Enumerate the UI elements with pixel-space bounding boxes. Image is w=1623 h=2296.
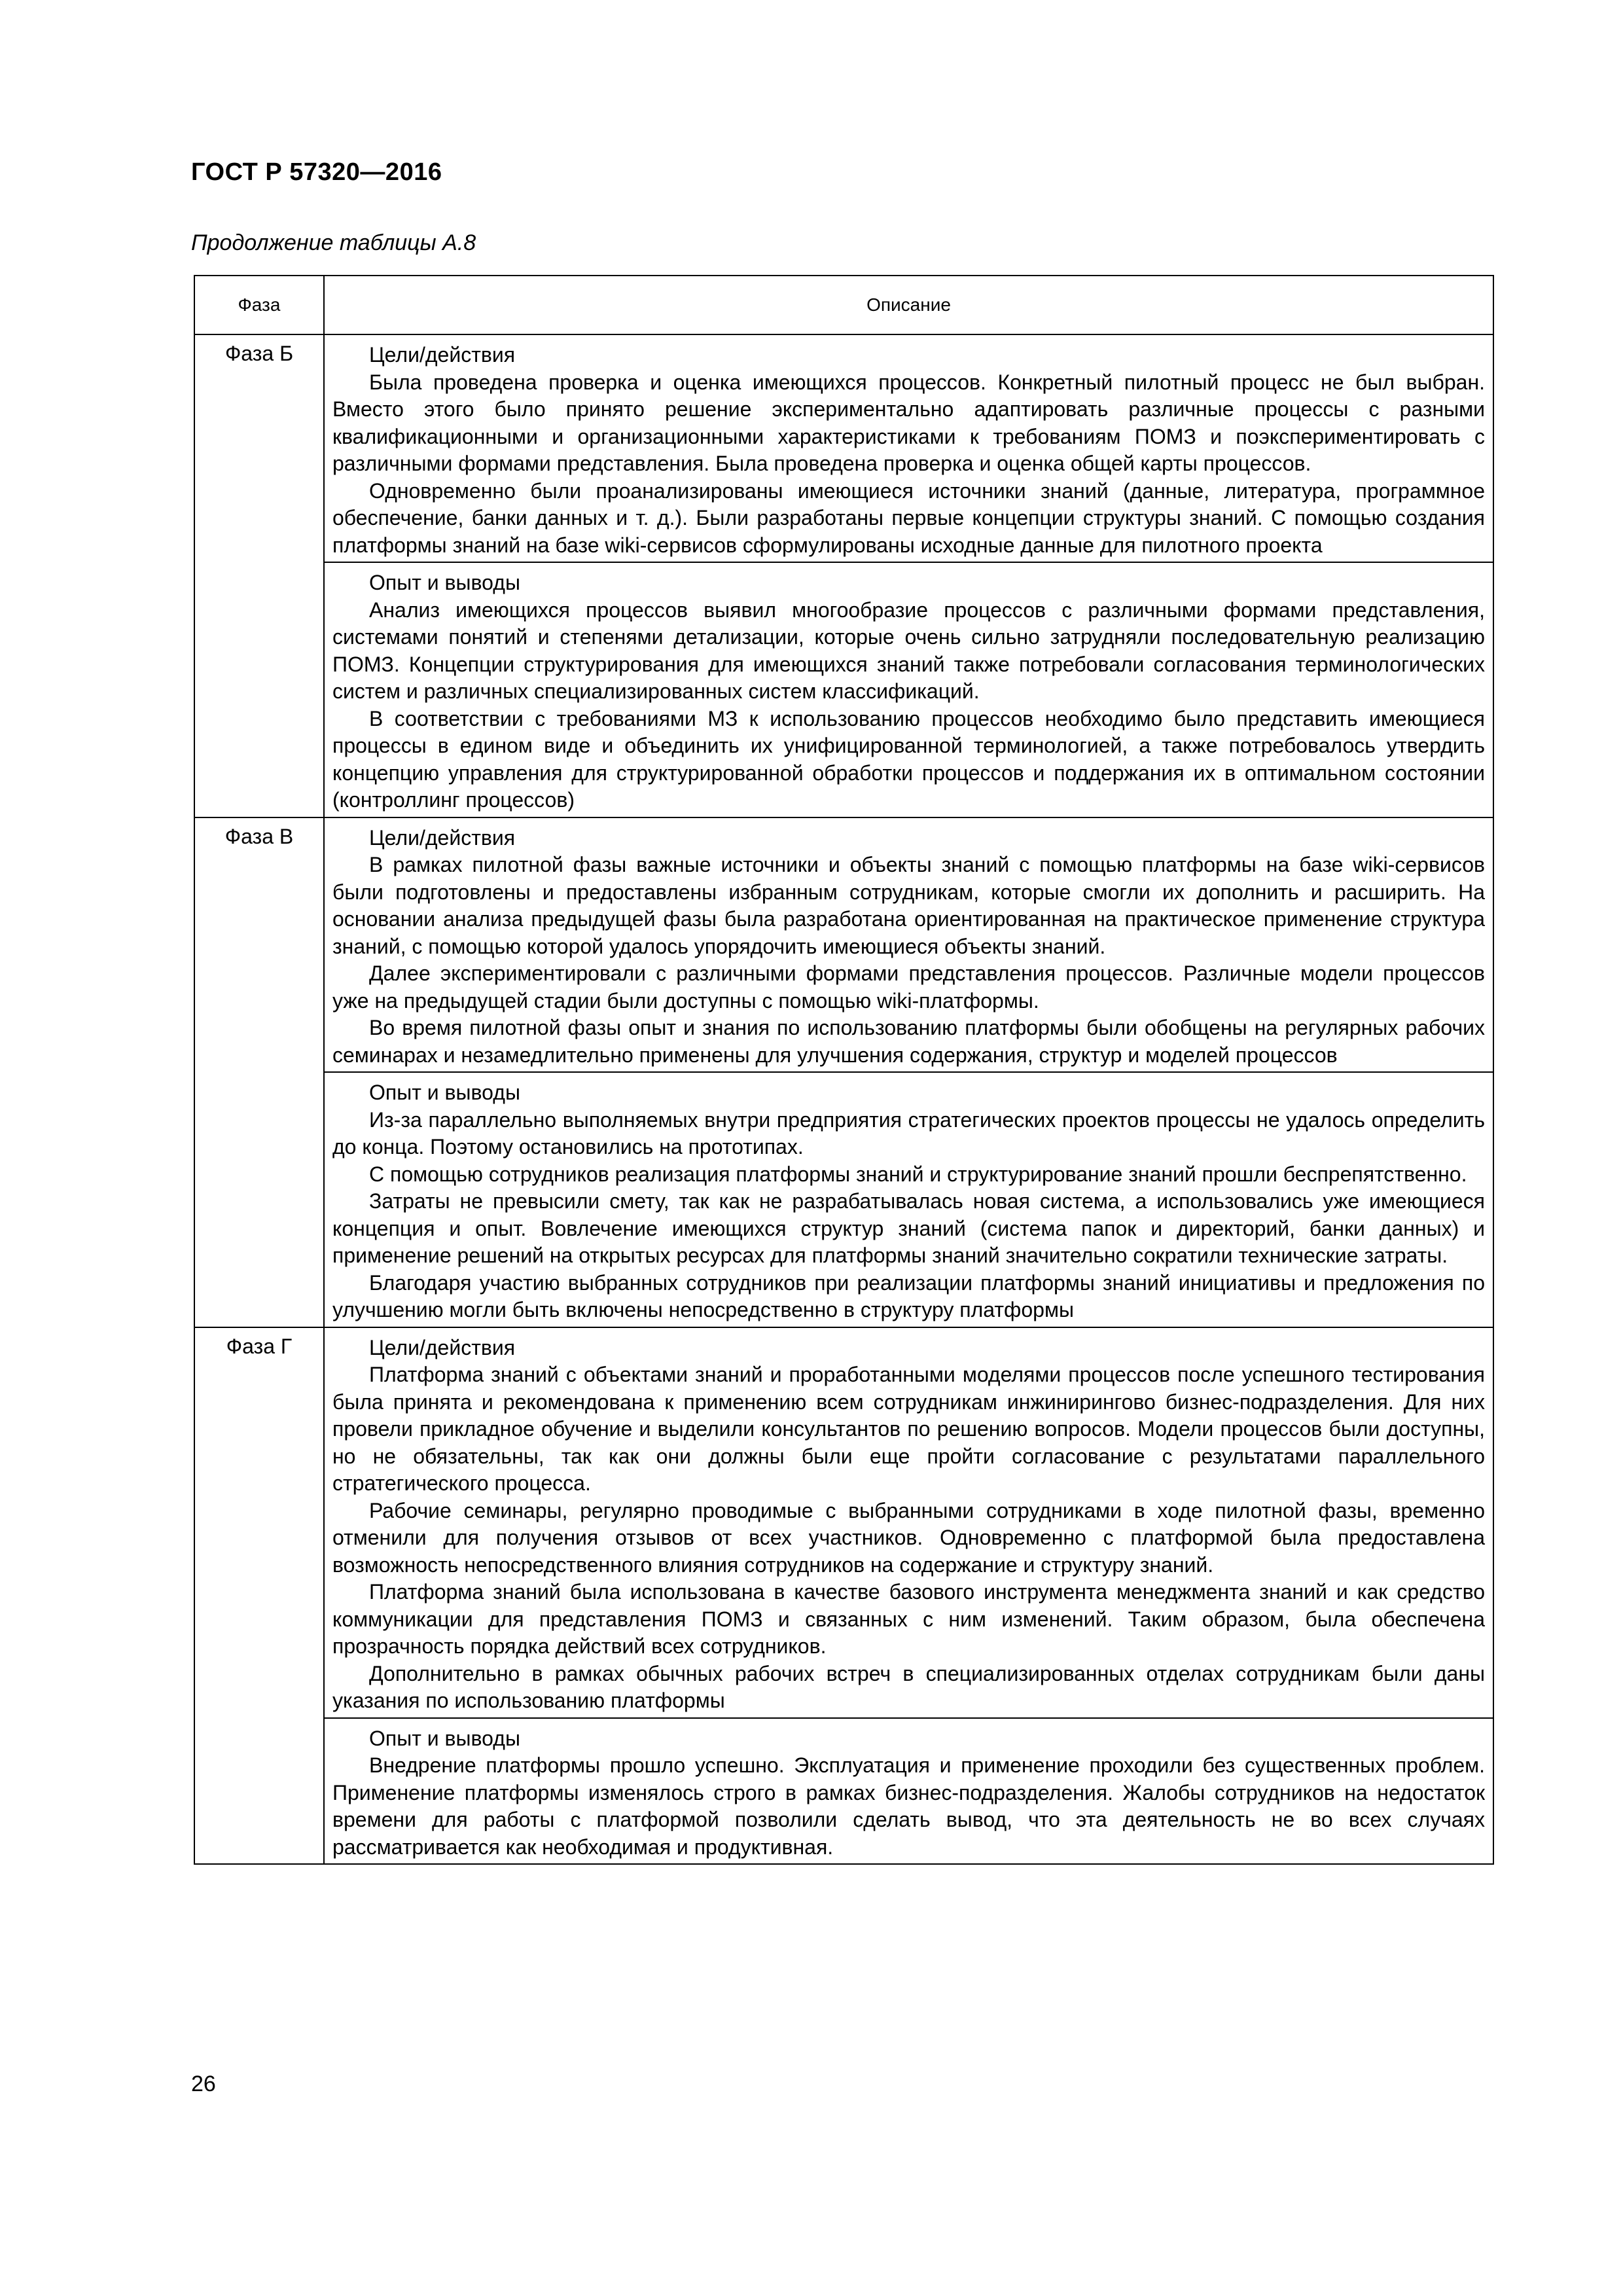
phase-cell: Фаза В — [194, 817, 324, 1327]
paragraph: С помощью сотрудников реализация платформы знаний и структурирование знаний прошли беспрепятственно. — [369, 1162, 1467, 1186]
description-cell — [324, 334, 1493, 562]
table-row — [194, 562, 1493, 817]
phase-cell: Фаза Г — [194, 1327, 324, 1865]
description-cell — [324, 1072, 1493, 1327]
section-subheading: Цели/действия — [369, 825, 516, 850]
column-header-description: Описание — [324, 276, 1493, 334]
table-row — [194, 1072, 1493, 1327]
paragraph: Анализ имеющихся процессов выявил многообразие процессов с различными формами представления, системами понятий и степенями детализации, которые очень сильно затрудняли последовательную реализацию ПОМЗ. Концепции структурирования для имеющихся знаний также потребовали согласования терминологических систем и различных специализированных систем классификаций. — [332, 598, 1485, 703]
description-cell — [324, 562, 1493, 817]
section-subheading: Цели/действия — [369, 1335, 516, 1359]
paragraph: Была проведена проверка и оценка имеющихся процессов. Конкретный пилотный процесс не был выбран. Вместо этого было принято решение экспериментально адаптировать различные процессы с разными квалификационными и организационными характеристиками к требованиям ПОМЗ и поэкспериментировать с различными формами представления. Была проведена проверка и оценка общей карты процессов. — [332, 370, 1485, 475]
section-subheading: Опыт и выводы — [369, 571, 520, 594]
table-caption: Продолжение таблицы А.8 — [191, 230, 476, 255]
document-header: ГОСТ Р 57320—2016 — [191, 158, 442, 186]
paragraph: В соответствии с требованиями МЗ к использованию процессов необходимо было представить имеющиеся процессы в едином виде и объединить их унифицированной терминологией, а также потребовалось утвердить концепцию управления для структурированной обработки процессов и поддержания их в оптимальном состоянии (контроллинг процессов) — [332, 706, 1485, 812]
phase-cell: Фаза Б — [194, 334, 324, 817]
table-header-row — [194, 276, 1493, 334]
paragraph: Платформа знаний с объектами знаний и проработанными моделями процессов после успешного тестирования была принята и рекомендована к применению всем сотрудникам инжинирингово бизнес-подразделения. Для них провели прикладное обучение и выделили консультантов по решению вопросов. Модели процессов были доступны, но не обязательны, так как они должны были еще пройти согласование с результатами параллельного стратегического процесса. — [332, 1363, 1485, 1495]
paragraph: Из-за параллельно выполняемых внутри предприятия стратегических проектов процессы не удалось определить до конца. Поэтому остановились на прототипах. — [332, 1107, 1485, 1158]
description-cell — [324, 817, 1493, 1073]
section-subheading: Опыт и выводы — [369, 1081, 520, 1104]
section-subheading: Цели/действия — [369, 343, 516, 367]
phase-table — [194, 275, 1494, 1865]
table-row — [194, 334, 1493, 562]
table-row — [194, 1327, 1493, 1718]
paragraph: Далее экспериментировали с различными формами представления процессов. Различные модели процессов уже на предыдущей стадии были доступны с помощью wiki-платформы. — [332, 961, 1485, 1013]
paragraph: Благодаря участию выбранных сотрудников при реализации платформы знаний инициативы и предложения по улучшению могли быть включены непосредственно в структуру платформы — [332, 1270, 1485, 1321]
paragraph: Во время пилотной фазы опыт и знания по использованию платформы были обобщены на регулярных рабочих семинарах и незамедлительно применены для улучшения содержания, структур и моделей процессов — [332, 1016, 1485, 1067]
page-number: 26 — [191, 2072, 216, 2096]
paragraph: Дополнительно в рамках обычных рабочих встреч в специализированных отделах сотрудникам были даны указания по использованию платформы — [332, 1661, 1485, 1712]
section-subheading: Опыт и выводы — [369, 1726, 520, 1750]
paragraph: Платформа знаний была использована в качестве базового инструмента менеджмента знаний и как средство коммуникации для представления ПОМЗ и связанных с ним изменений. Таким образом, была обеспечена прозрачность порядка действий всех сотрудников. — [332, 1580, 1485, 1658]
paragraph: Затраты не превысили смету, так как не разрабатывалась новая система, а использовались уже имеющиеся концепция и опыт. Вовлечение имеющихся структур знаний (система папок и директорий, банки данных) и применение решений на открытых ресурсах для платформы знаний значительно сократили технические затраты. — [332, 1189, 1485, 1267]
paragraph: Одновременно были проанализированы имеющиеся источники знаний (данные, литература, программное обеспечение, банки данных и т. д.). Были разработаны первые концепции структуры знаний. С помощью создания платформы знаний на базе wiki-сервисов сформулированы исходные данные для пилотного проекта — [332, 478, 1485, 557]
table-row — [194, 817, 1493, 1073]
paragraph: В рамках пилотной фазы важные источники и объекты знаний с помощью платформы на базе wiki-сервисов были подготовлены и предоставлены избранным сотрудникам, которые смогли их дополнить и расширить. На основании анализа предыдущей фазы была разработана ориентированная на практическое применение структура знаний, с помощью которой удалось упорядочить имеющиеся объекты знаний. — [332, 853, 1485, 958]
table-row — [194, 1718, 1493, 1865]
description-cell — [324, 1718, 1493, 1865]
paragraph: Внедрение платформы прошло успешно. Эксплуатация и применение проходили без существенных проблем. Применение платформы изменялось строго в рамках бизнес-подразделения. Жалобы сотрудников на недостаток времени для работы с платформой позволили сделать вывод, что эта деятельность не во всех случаях рассматривается как необходимая и продуктивная. — [332, 1753, 1485, 1859]
paragraph: Рабочие семинары, регулярно проводимые с выбранными сотрудниками в ходе пилотной фазы, временно отменили для получения отзывов от всех участников. Одновременно с платформой была предоставлена возможность непосредственного влияния сотрудников на содержание и структуру знаний. — [332, 1498, 1485, 1577]
column-header-phase: Фаза — [194, 276, 324, 334]
description-cell — [324, 1327, 1493, 1718]
